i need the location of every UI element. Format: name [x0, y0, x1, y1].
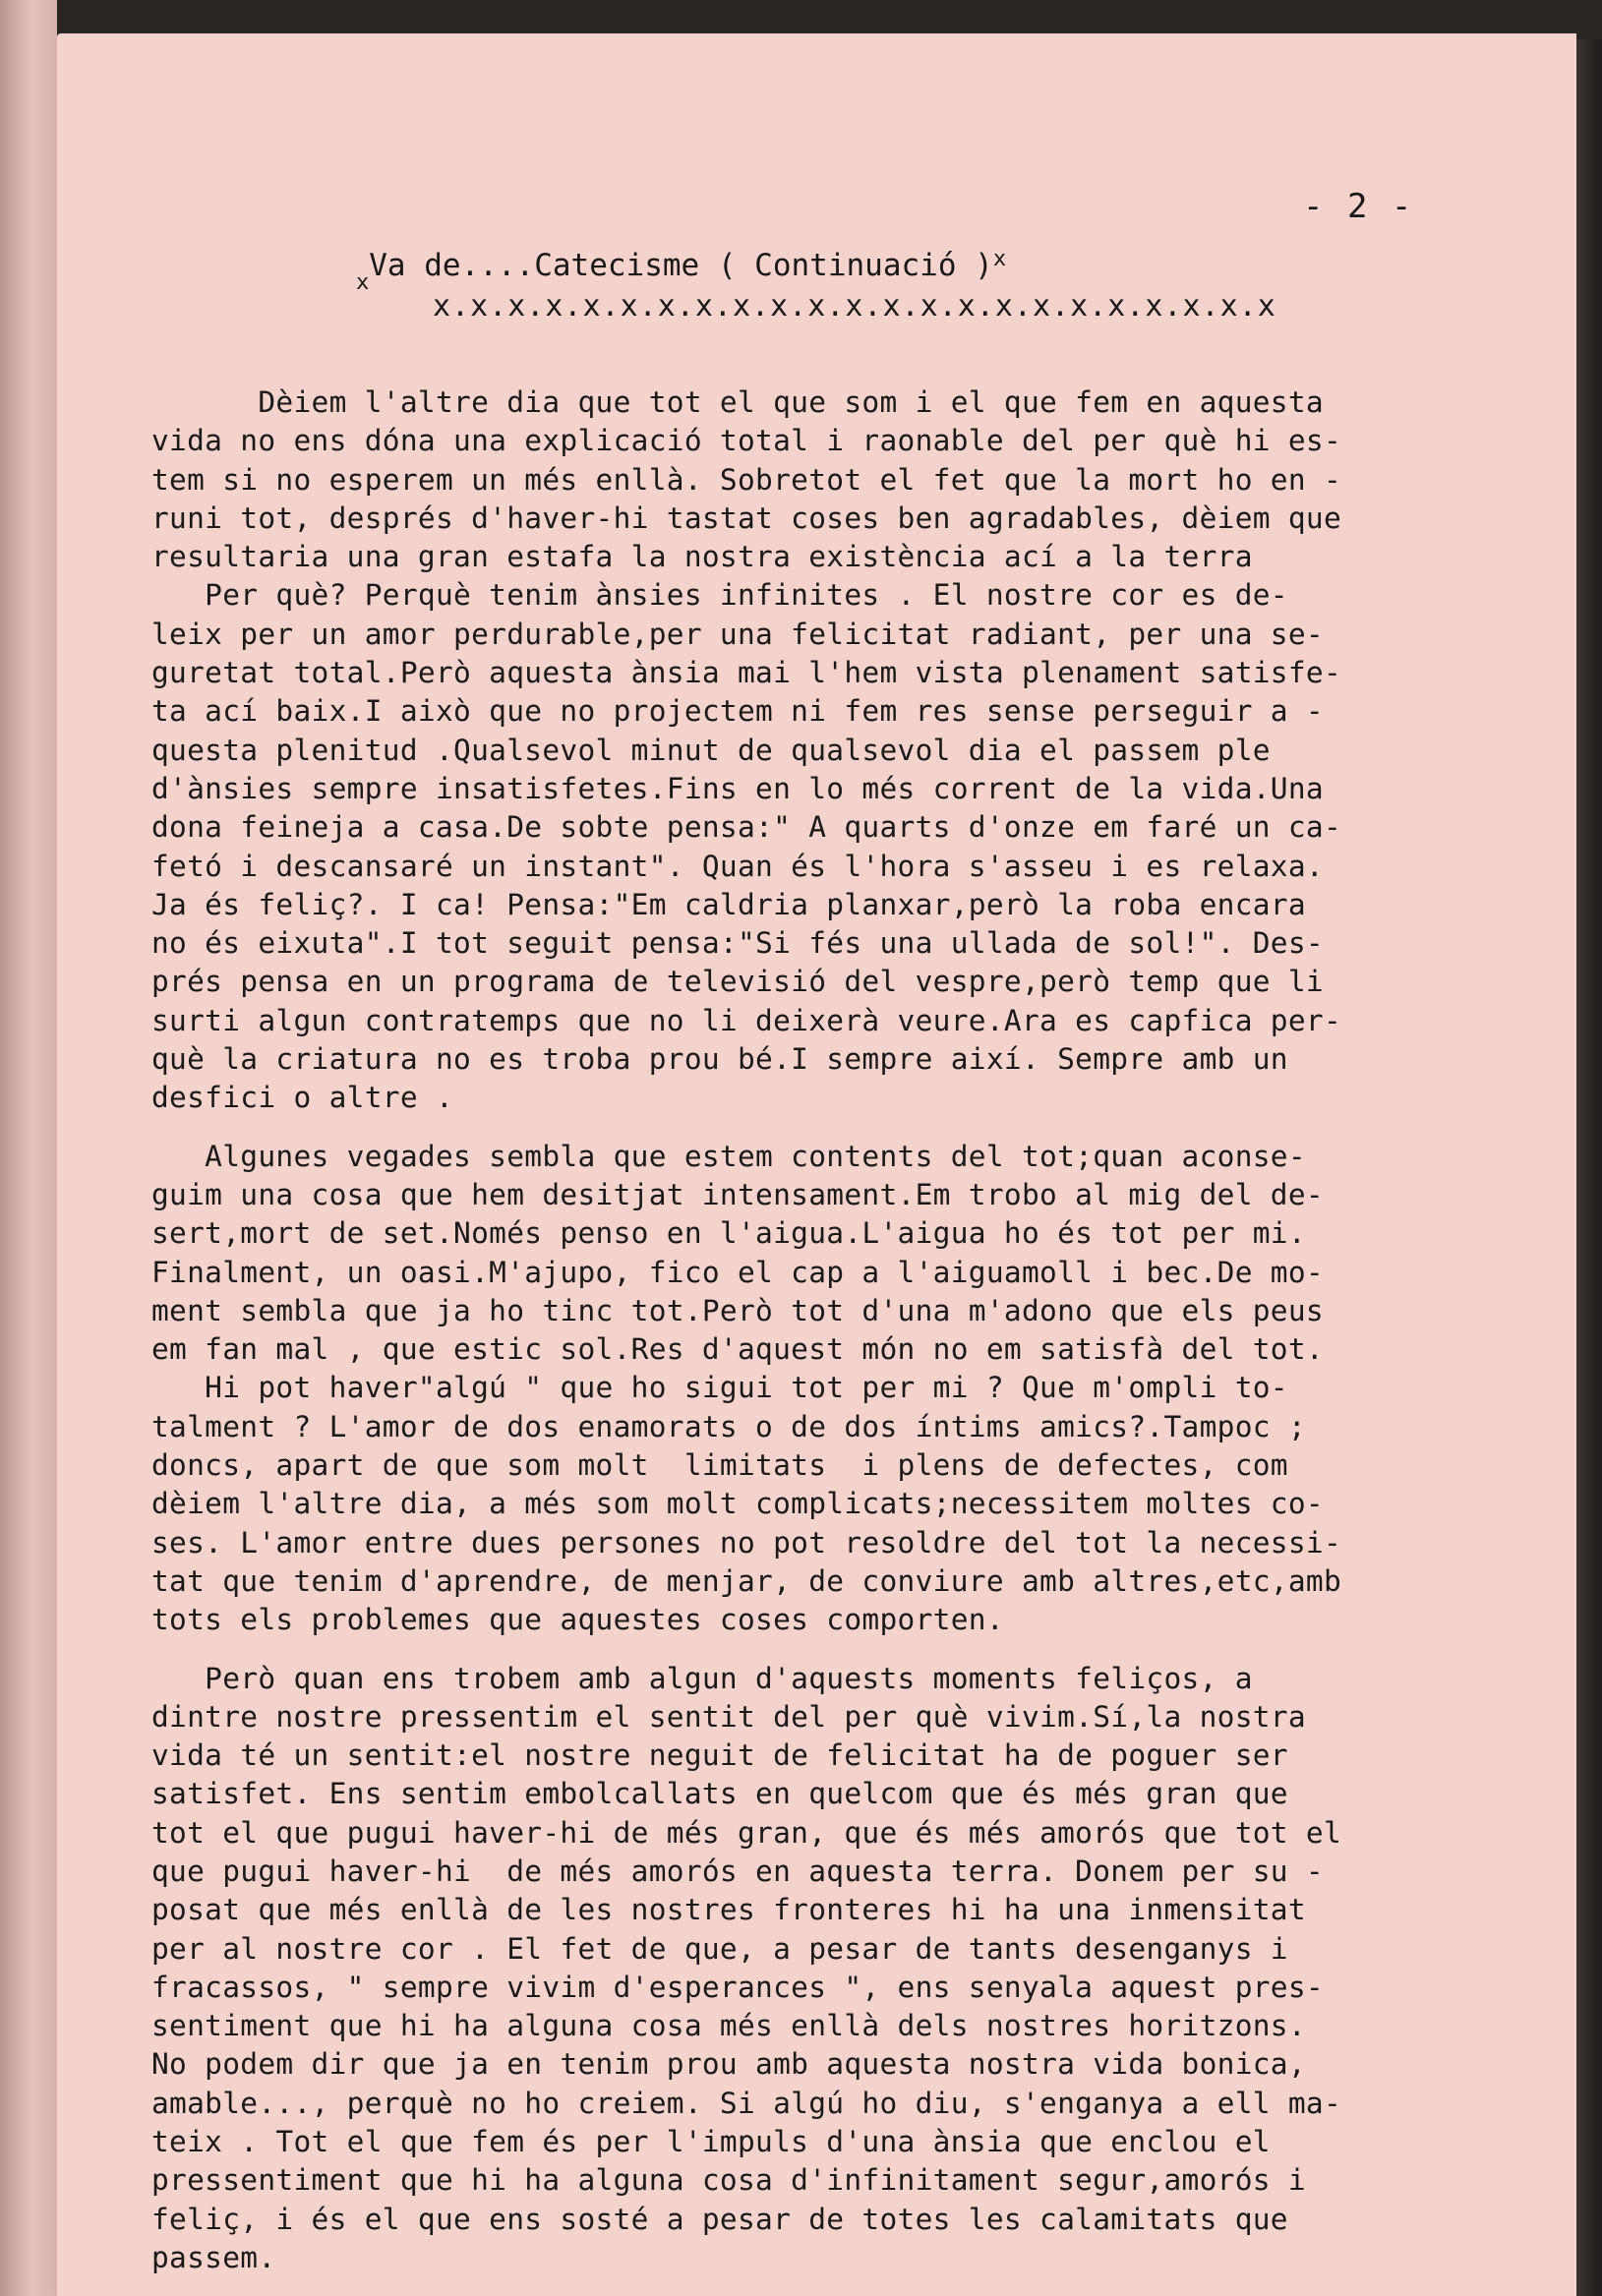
text-line: passem. [151, 2240, 276, 2274]
text-line: tem si no esperem un més enllà. Sobretot el fet que la mort ho en - [151, 462, 1342, 497]
text-line: amable..., perquè no ho creiem. Si algú ho diu, s'enganya a ell ma- [151, 2086, 1342, 2120]
text-line: Dèiem l'altre dia que tot el que som i el que fem en aquesta [151, 385, 1324, 419]
text-line: doncs, apart de que som molt limitats i plens de defectes, com [151, 1448, 1288, 1483]
text-line: tat que tenim d'aprendre, de menjar, de conviure amb altres,etc,amb [151, 1563, 1342, 1598]
text-line: Però quan ens trobem amb algun d'aquests moments feliços, a [151, 1661, 1253, 1695]
text-line: Ja és feliç?. I ca! Pensa:"Em caldria planxar,però la roba encara [151, 887, 1306, 921]
text-line: ses. L'amor entre dues persones no pot resoldre del tot la necessi- [151, 1525, 1342, 1560]
text-line: fracassos, " sempre vivim d'esperances ", ens senyala aquest pres- [151, 1970, 1324, 2004]
text-line: ment sembla que ja ho tinc tot.Però tot d'una m'adono que els peus [151, 1293, 1324, 1327]
text-line: dona feineja a casa.De sobte pensa:" A quarts d'onze em faré un ca- [151, 810, 1342, 845]
paragraph [151, 1138, 1528, 1640]
text-line: sentiment que hi ha alguna cosa més enllà dels nostres horitzons. [151, 2009, 1306, 2043]
section-title [356, 247, 1007, 295]
title-divider: x.x.x.x.x.x.x.x.x.x.x.x.x.x.x.x.x.x.x.x.x.x.x [433, 289, 1276, 324]
text-line: dèiem l'altre dia, a més som molt complicats;necessitem moltes co- [151, 1487, 1324, 1521]
text-line: per al nostre cor . El fet de que, a pesar de tants desenganys i [151, 1931, 1288, 1966]
text-line: talment ? L'amor de dos enamorats o de dos íntims amics?.Tampoc ; [151, 1409, 1306, 1443]
text-line: tots els problemes que aquestes coses comporten. [151, 1603, 1004, 1637]
text-line: vida té un sentit:el nostre neguit de felicitat ha de poguer ser [151, 1738, 1288, 1773]
text-line: guretat total.Però aquesta ànsia mai l'hem vista plenament satisfe- [151, 656, 1342, 690]
document-body [151, 383, 1528, 2277]
text-line: d'ànsies sempre insatisfetes.Fins en lo més corrent de la vida.Una [151, 771, 1324, 805]
text-line: questa plenitud .Qualsevol minut de qualsevol dia el passem ple [151, 733, 1271, 767]
text-line: satisfet. Ens sentim embolcallats en quelcom que és més gran que [151, 1777, 1288, 1811]
text-line: dintre nostre pressentim el sentit del per què vivim.Sí,la nostra [151, 1699, 1306, 1734]
text-line: Finalment, un oasi.M'ajupo, fico el cap a l'aiguamoll i bec.De mo- [151, 1255, 1324, 1289]
text-line: prés pensa en un programa de televisió del vespre,però temp que li [151, 965, 1324, 999]
text-line: feliç, i és el que ens sosté a pesar de totes les calamitats que [151, 2202, 1288, 2236]
text-line: posat que més enllà de les nostres fronteres hi ha una inmensitat [151, 1893, 1306, 1927]
text-line: tot el que pugui haver-hi de més gran, que és més amorós que tot el [151, 1815, 1342, 1850]
text-line: no és eixuta".I tot seguit pensa:"Si fés una ullada de sol!". Des- [151, 926, 1324, 961]
text-line: runi tot, després d'haver-hi tastat coses ben agradables, dèiem que [151, 500, 1342, 535]
text-line: pressentiment que hi ha alguna cosa d'infinitament segur,amorós i [151, 2163, 1306, 2198]
text-line: què la criatura no es troba prou bé.I sempre així. Sempre amb un [151, 1042, 1288, 1077]
page-stack-edge [1576, 39, 1602, 2296]
title-text: Va de....Catecisme ( Continuació ) [369, 248, 993, 283]
page-number: - 2 - [1303, 187, 1414, 226]
text-line: teix . Tot el que fem és per l'impuls d'una ànsia que enclou el [151, 2125, 1271, 2159]
text-line: que pugui haver-hi de més amorós en aquesta terra. Donem per su - [151, 1854, 1324, 1888]
text-line: sert,mort de set.Només penso en l'aigua.L'aigua ho és tot per mi. [151, 1216, 1306, 1251]
text-line: em fan mal , que estic sol.Res d'aquest món no em satisfà del tot. [151, 1332, 1324, 1367]
text-line: surti algun contratemps que no li deixerà veure.Ara es capfica per- [151, 1003, 1342, 1037]
title-marker-left: x [356, 270, 370, 295]
paragraph [151, 576, 1528, 1117]
text-line: resultaria una gran estafa la nostra existència ací a la terra [151, 540, 1253, 574]
text-line: Per què? Perquè tenim ànsies infinites . El nostre cor es de- [151, 578, 1288, 613]
text-line: vida no ens dóna una explicació total i raonable del per què hi es- [151, 424, 1342, 458]
text-line: fetó i descansaré un instant". Quan és l'hora s'asseu i es relaxa. [151, 849, 1324, 883]
paragraph [151, 1660, 1528, 2278]
facing-page-edge [0, 0, 57, 2296]
text-line: leix per un amor perdurable,per una felicitat radiant, per una se- [151, 617, 1324, 651]
text-line: No podem dir que ja en tenim prou amb aquesta nostra vida bonica, [151, 2047, 1306, 2082]
text-line: Algunes vegades sembla que estem contents del tot;quan aconse- [151, 1139, 1306, 1173]
text-line: desfici o altre . [151, 1081, 454, 1115]
text-line: guim una cosa que hem desitjat intensament.Em trobo al mig del de- [151, 1177, 1324, 1211]
paragraph [151, 383, 1528, 576]
title-marker-right: x [992, 247, 1007, 271]
text-line: Hi pot haver"algú " que ho sigui tot per mi ? Que m'ompli to- [151, 1371, 1288, 1405]
text-line: ta ací baix.I això que no projectem ni fem res sense perseguir a - [151, 694, 1324, 729]
